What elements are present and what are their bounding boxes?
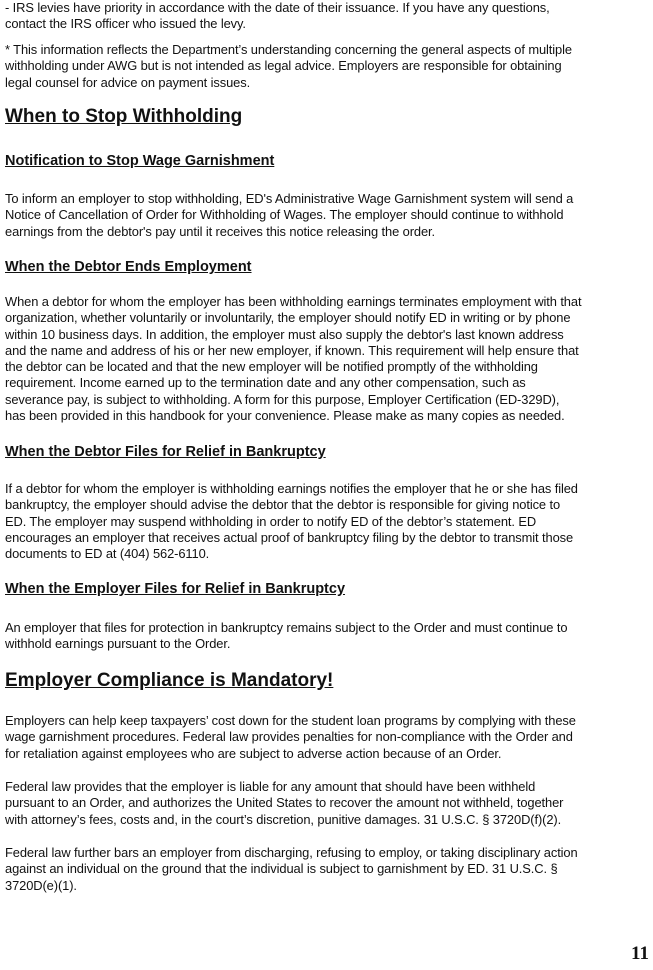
text-line: and the name and address of his or her new employer, if known. This requirement will help ensure that xyxy=(5,342,579,358)
text-line: the debtor can be located and that the new employer will be notified promptly of the withholding xyxy=(5,359,538,375)
heading-debtor-bankruptcy: When the Debtor Files for Relief in Bankruptcy xyxy=(5,444,326,460)
text-line: severance pay, is subject to withholding. A form for this purpose, Employer Certification (ED-329D), xyxy=(5,391,560,407)
text-line: When a debtor for whom the employer has been withholding earnings terminates employment with that xyxy=(5,294,582,309)
heading-compliance: Employer Compliance is Mandatory! xyxy=(5,670,334,691)
text-line: Notice of Cancellation of Order for Withholding of Wages. The employer should continue to withhold xyxy=(5,207,564,223)
text-line: with attorney’s fees, costs and, in the court’s discretion, punitive damages. 31 U.S.C. § 3720D(f)(2). xyxy=(5,811,562,827)
text-line: Federal law further bars an employer from discharging, refusing to employ, or taking disciplinary action xyxy=(5,845,578,860)
paragraph-employer-bankruptcy xyxy=(5,620,567,653)
text-line: has been provided in this handbook for your convenience. Please make as many copies as needed. xyxy=(5,408,565,424)
paragraph-notification xyxy=(5,191,573,240)
text-line: withholding under AWG but is not intended as legal advice. Employers are responsible for obtaining xyxy=(5,58,562,74)
text-line: ED. The employer may suspend withholding in order to notify ED of the debtor’s statement. ED xyxy=(5,513,537,529)
paragraph-debtor-bankruptcy xyxy=(5,481,578,562)
text-line: requirement. Income earned up to the termination date and any other compensation, such as xyxy=(5,375,526,391)
text-line: against an individual on the ground that the individual is subject to garnishment by ED. 31 U.S.C. § xyxy=(5,861,558,877)
text-line: bankruptcy, the employer should advise the debtor that the debtor is responsible for giving notice to xyxy=(5,497,561,513)
text-line: withhold earnings pursuant to the Order. xyxy=(5,636,231,652)
text-line: Employers can help keep taxpayers’ cost down for the student loan programs by complying with these xyxy=(5,713,576,728)
text-line: earnings from the debtor's pay until it receives this notice releasing the order. xyxy=(5,223,436,239)
text-line: within 10 business days. In addition, the employer must also supply the debtor's last known address xyxy=(5,326,564,342)
text-line: organization, whether voluntarily or involuntarily, the employer should notify ED in writing or by phone xyxy=(5,310,571,326)
text-line: legal counsel for advice on payment issues. xyxy=(5,74,251,90)
page-number: 11 xyxy=(631,943,649,964)
heading-notification: Notification to Stop Wage Garnishment xyxy=(5,153,275,169)
text-line: wage garnishment procedures. Federal law provides penalties for non-compliance with the Order and xyxy=(5,729,573,745)
text-line: 3720D(e)(1). xyxy=(5,877,77,893)
paragraph-compliance xyxy=(5,713,576,762)
text-line: An employer that files for protection in bankruptcy remains subject to the Order and must continue to xyxy=(5,620,568,635)
heading-debtor-ends: When the Debtor Ends Employment xyxy=(5,259,252,275)
heading-employer-bankruptcy: When the Employer Files for Relief in Bankruptcy xyxy=(5,581,346,597)
text-line: To inform an employer to stop withholding, ED's Administrative Wage Garnishment system will send a xyxy=(5,191,574,206)
text-line: Federal law provides that the employer is liable for any amount that should have been withheld xyxy=(5,779,536,794)
paragraph-irs-levies xyxy=(5,0,550,33)
text-line: - IRS levies have priority in accordance with the date of their issuance. If you have any questions, xyxy=(5,0,550,15)
paragraph-liability xyxy=(5,779,563,828)
text-line: for retaliation against employees who are subject to adverse action because of an Order. xyxy=(5,745,502,761)
text-line: documents to ED at (404) 562-6110. xyxy=(5,546,210,562)
paragraph-discharge xyxy=(5,845,578,894)
text-line: pursuant to an Order, and authorizes the United States to recover the amount not withheld, together xyxy=(5,795,564,811)
paragraph-disclaimer xyxy=(5,42,572,91)
heading-when-to-stop: When to Stop Withholding xyxy=(5,106,243,127)
text-line: If a debtor for whom the employer is withholding earnings notifies the employer that he or she has filed xyxy=(5,481,578,496)
text-line: contact the IRS officer who issued the levy. xyxy=(5,16,246,32)
text-line: encourages an employer that receives actual proof of bankruptcy filing by the debtor to transmit those xyxy=(5,529,574,545)
text-line: * This information reflects the Department’s understanding concerning the general aspects of multiple xyxy=(5,42,572,57)
paragraph-debtor-ends xyxy=(5,294,581,424)
